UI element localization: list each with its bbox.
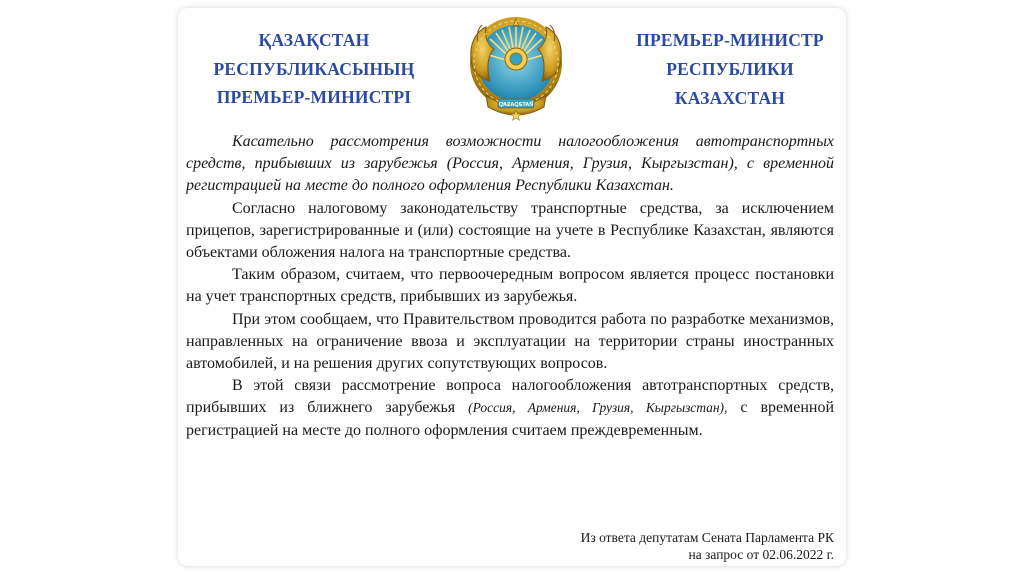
- header-kazakh-line-1: ҚАЗАҚСТАН: [258, 30, 370, 50]
- statement-body: [186, 131, 834, 442]
- source-note: [581, 529, 834, 563]
- header-russian-line-3: КАЗАХСТАН: [674, 88, 786, 108]
- header-kazakh: [180, 26, 448, 112]
- statement-card: [178, 8, 846, 566]
- header-kazakh-line-2: РЕСПУБЛИКАСЫНЫҢ: [213, 58, 415, 79]
- header-russian-line-1: ПРЕМЬЕР-МИНИСТР: [636, 30, 824, 50]
- header-russian-line-2: РЕСПУБЛИКИ: [666, 59, 794, 79]
- paragraph-subject: Касательно рассмотрения возможности налогообложения автотранспортных средств, прибывших из зарубежья (Россия, Армения, Грузия, Кыргызстан), с временной регистрацией на месте до полного оформления Республики Казахстан.: [186, 133, 834, 195]
- paragraph-tax-law: Согласно налоговому законодательству транспортные средства, за исключением прицепов, зарегистрированные и (или) состоящие на учете в Республике Казахстан, являются объектами обложения налога на транспортные средства.: [186, 199, 834, 262]
- header-kazakh-line-3: ПРЕМЬЕР-МИНИСТРІ: [216, 87, 412, 107]
- source-line-2: на запрос от 02.06.2022 г.: [688, 547, 834, 562]
- paragraph-priority: Таким образом, считаем, что первоочередным вопросом является процесс постановки на учет транспортных средств, прибывших из зарубежья.: [186, 266, 834, 306]
- paragraph-government-work: При этом сообщаем, что Правительством проводится работа по разработке механизмов, направленных на ограничение ввоза и эксплуатации на территории страны иностранных автомобилей, и на решения других сопутствующих вопросов.: [186, 310, 834, 373]
- paragraph-conclusion: [186, 375, 834, 442]
- conclusion-text-start: В этой связи рассмотрение вопроса налогообложения автотранспортных средств, прибывших из ближнего зарубежья: [186, 377, 834, 417]
- svg-text:QAZAQSTAN: QAZAQSTAN: [498, 102, 534, 108]
- state-emblem-icon: [464, 11, 568, 123]
- header-russian: [580, 26, 880, 113]
- conclusion-text-end: с временной регистрацией на месте до полного оформления считаем преждевременным.: [186, 399, 835, 439]
- conclusion-countries: (Россия, Армения, Грузия, Кыргызстан),: [468, 400, 728, 416]
- source-line-1: Из ответа депутатам Сената Парламента РК: [580, 530, 834, 545]
